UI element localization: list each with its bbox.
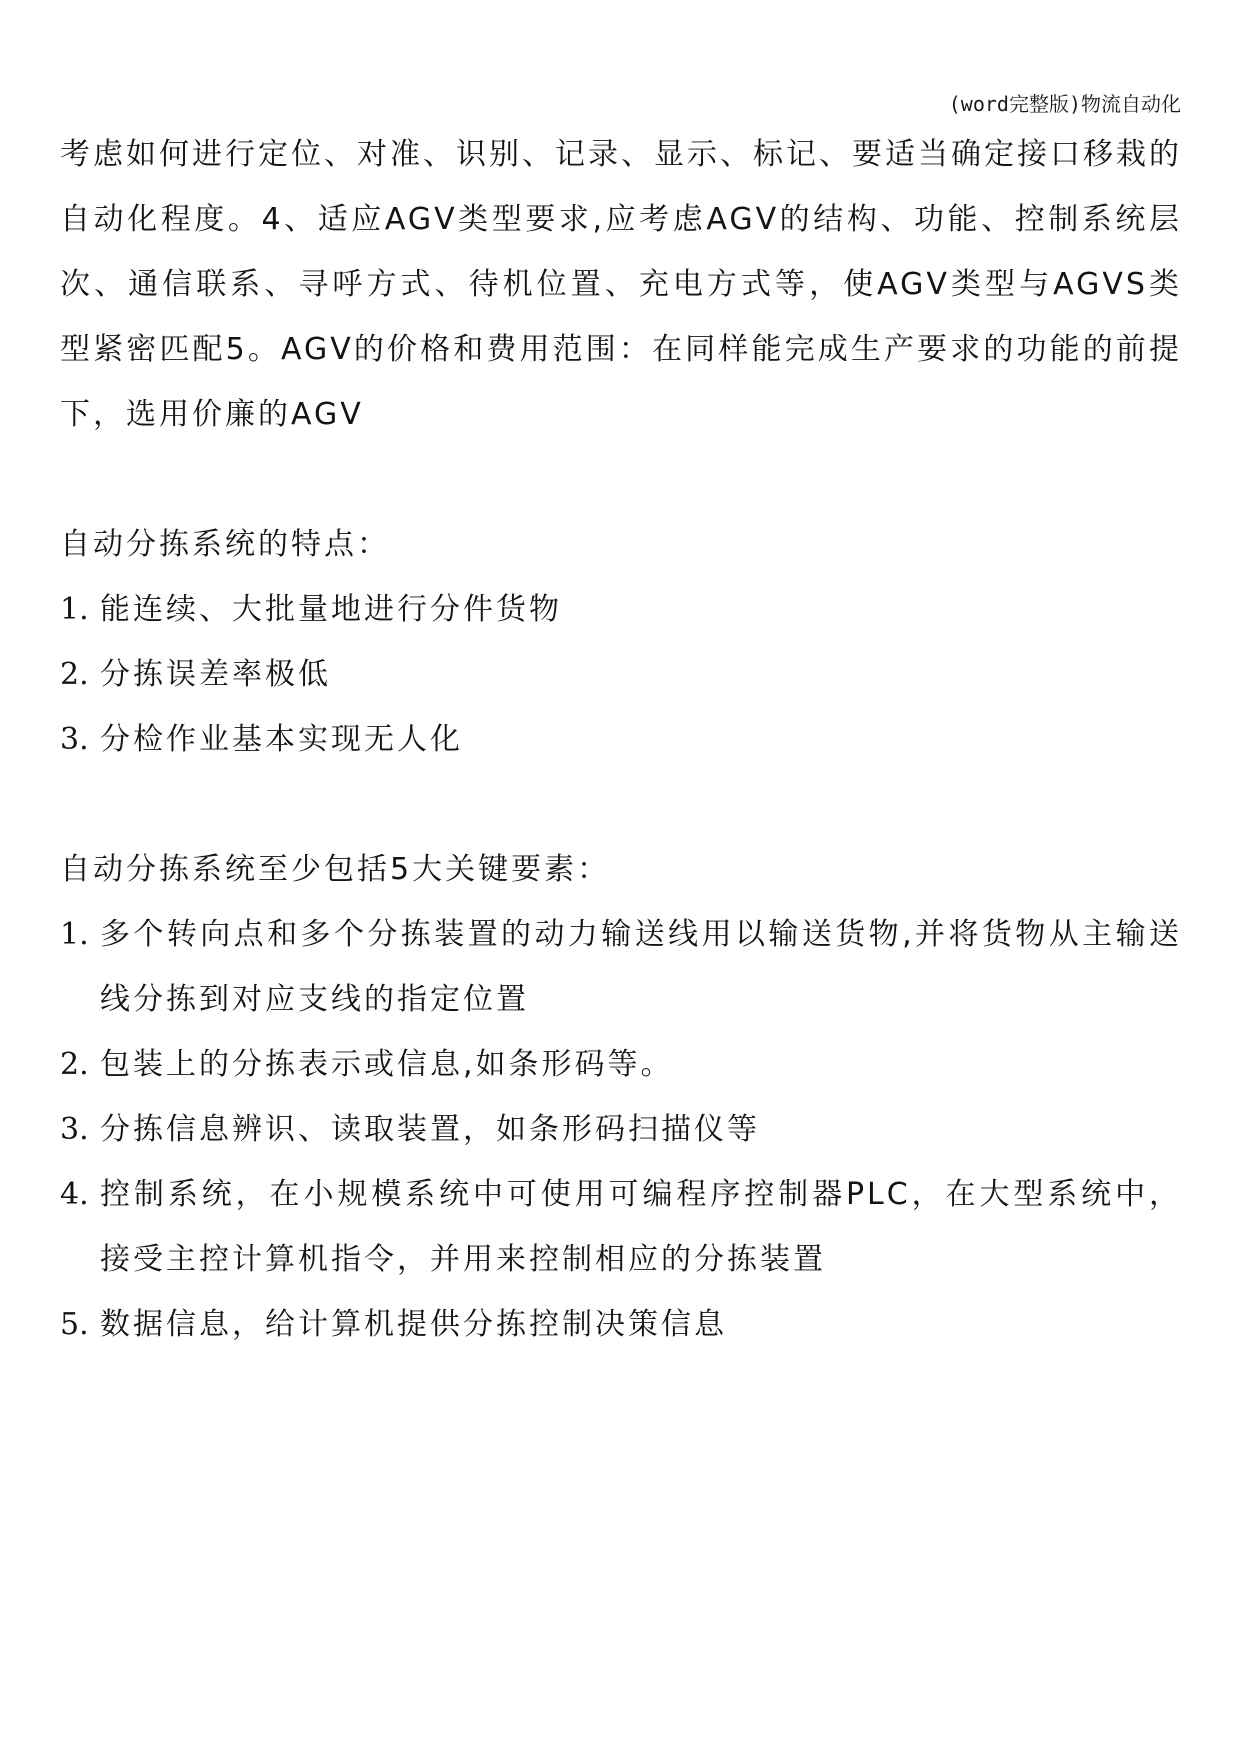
section-spacer	[60, 772, 1182, 837]
item-text: 分拣信息辨识、读取装置，如条形码扫描仪等	[100, 1112, 760, 1147]
item-number: 1.	[60, 917, 89, 952]
item-text: 包装上的分拣表示或信息,如条形码等。	[100, 1047, 674, 1082]
item-text: 分检作业基本实现无人化	[100, 722, 463, 757]
item-number: 1.	[60, 592, 89, 627]
item-text: 分拣误差率极低	[100, 657, 331, 692]
elements-list	[60, 902, 1182, 1357]
item-text: 能连续、大批量地进行分件货物	[100, 592, 562, 627]
item-number: 2.	[60, 1047, 89, 1082]
item-number: 5.	[60, 1307, 89, 1342]
list-item	[60, 707, 1182, 772]
list-item	[60, 642, 1182, 707]
elements-heading: 自动分拣系统至少包括5大关键要素：	[60, 852, 611, 887]
list-item	[60, 902, 1182, 1032]
intro-paragraph: 考虑如何进行定位、对准、识别、记录、显示、标记、要适当确定接口移栽的自动化程度。4、适应AGV类型要求,应考虑AGV的结构、功能、控制系统层次、通信联系、寻呼方式、待机位置、充电方式等，使AGV类型与AGVS类型紧密匹配5。AGV的价格和费用范围：在同样能完成生产要求的功能的前提下，选用价廉的AGV	[60, 137, 1182, 432]
item-number: 2.	[60, 657, 89, 692]
features-heading: 自动分拣系统的特点：	[60, 527, 390, 562]
features-list	[60, 577, 1182, 772]
document-body	[60, 122, 1182, 1357]
list-item	[60, 1032, 1182, 1097]
item-text: 控制系统，在小规模系统中可使用可编程序控制器PLC，在大型系统中，接受主控计算机指令，并用来控制相应的分拣装置	[100, 1177, 1182, 1277]
page-header: (word完整版)物流自动化	[948, 92, 1181, 116]
list-item	[60, 1292, 1182, 1357]
item-text: 数据信息，给计算机提供分拣控制决策信息	[100, 1307, 727, 1342]
list-item	[60, 1162, 1182, 1292]
list-item	[60, 577, 1182, 642]
item-text: 多个转向点和多个分拣装置的动力输送线用以输送货物,并将货物从主输送线分拣到对应支线的指定位置	[100, 917, 1182, 1017]
section-spacer	[60, 447, 1182, 512]
list-item	[60, 1097, 1182, 1162]
item-number: 3.	[60, 722, 89, 757]
item-number: 3.	[60, 1112, 89, 1147]
item-number: 4.	[60, 1177, 89, 1212]
